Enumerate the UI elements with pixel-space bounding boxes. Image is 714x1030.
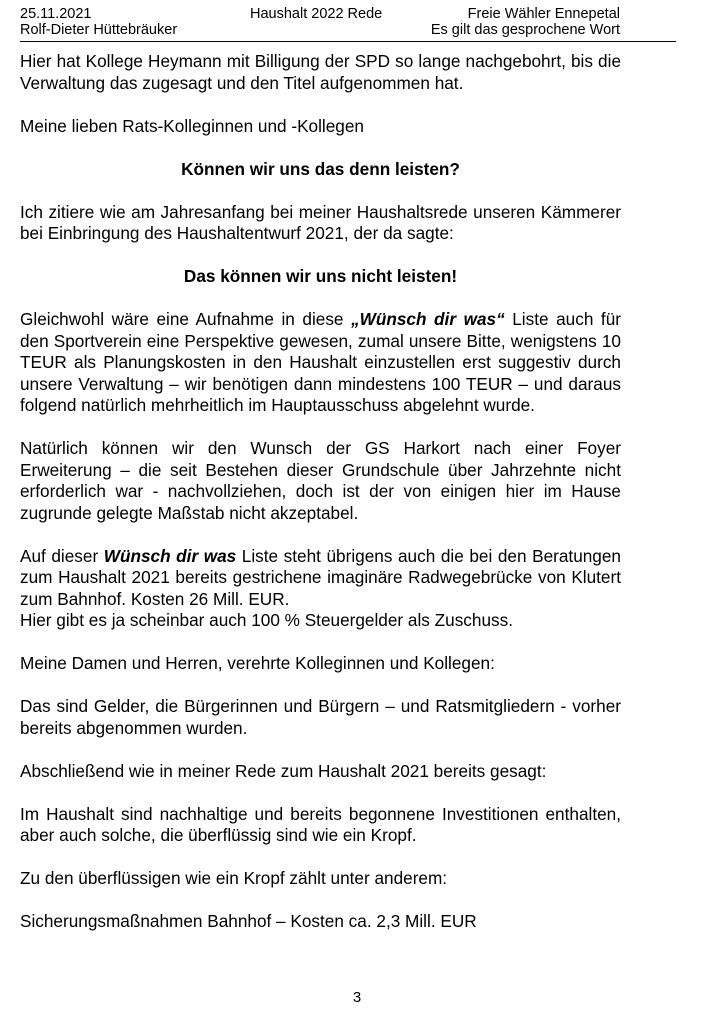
- paragraph: Abschließend wie in meiner Rede zum Haushalt 2021 bereits gesagt:: [20, 760, 547, 781]
- text-span: Gleichwohl wäre eine Aufnahme in diese: [20, 309, 352, 329]
- paragraph: Meine lieben Rats-Kolleginnen und -Kollegen: [20, 115, 364, 136]
- paragraph: Zu den überflüssigen wie ein Kropf zählt unter anderem:: [20, 868, 448, 888]
- header-author: Rolf-Dieter Hüttebräuker: [20, 22, 178, 38]
- header-note: Es gilt das gesprochene Wort: [430, 22, 620, 38]
- page-header: [20, 6, 676, 42]
- text-span: Hier gibt es ja scheinbar auch 100 % Steuergelder als Zuschuss.: [20, 610, 513, 630]
- paragraph: Meine Damen und Herren, verehrte Kolleginnen und Kollegen:: [20, 653, 495, 673]
- header-date: 25.11.2021: [20, 6, 92, 22]
- page-number: 3: [352, 989, 362, 1006]
- header-title: Haushalt 2022 Rede: [250, 6, 383, 22]
- header-rule: [20, 41, 676, 42]
- paragraph: [20, 309, 621, 417]
- emphasis: Wünsch dir was: [103, 545, 237, 566]
- paragraph: Im Haushalt sind nachhaltige und bereits begonnene Investitionen enthalten, aber auch solche, die überflüssig sind wie ein Kropf.: [20, 803, 621, 845]
- text-span: Liste auch für den Sportverein eine Perspektive gewesen, zumal unsere Bitte, wenigstens 10 TEUR als Planungskosten in den Haushalt einzustellen erst suggestiv durch unsere Verwaltung – wir benötigen dann mindestens 100 TEUR – und daraus folgend natürlich mehrheitlich im Hauptausschuss abgelehnt wurde.: [20, 309, 621, 415]
- emphasis: „Wünsch dir was“: [351, 309, 505, 329]
- paragraph: Hier hat Kollege Heymann mit Billigung der SPD so lange nachgebohrt, bis die Verwaltung das zugesagt und den Titel aufgenommen hat.: [20, 51, 621, 93]
- document-body: [20, 51, 621, 954]
- paragraph: [20, 546, 621, 632]
- heading: Das können wir uns nicht leisten!: [183, 266, 458, 286]
- paragraph: Ich zitiere wie am Jahresanfang bei meiner Haushaltsrede unseren Kämmerer bei Einbringung des Haushaltentwurf 2021, der da sagte:: [20, 201, 621, 243]
- heading: Können wir uns das denn leisten?: [181, 158, 460, 179]
- paragraph: Natürlich können wir den Wunsch der GS Harkort nach einer Foyer Erweiterung – die seit Bestehen dieser Grundschule über Jahrzehnte nicht erforderlich war - nachvollziehen, doch ist der von einigen hier im Hause zugrunde gelegte Maßstab nicht akzeptabel.: [20, 438, 621, 523]
- text-span: Liste steht übrigens auch die bei den Beratungen zum Haushalt 2021 bereits gestrichene imaginäre Radwegebrücke von Klutert zum Bahnhof. Kosten 26 Mill. EUR.: [20, 545, 621, 609]
- text-span: Auf dieser: [20, 545, 104, 566]
- paragraph: Das sind Gelder, die Bürgerinnen und Bürgern – und Ratsmitgliedern - vorher bereits abgenommen wurden.: [20, 696, 621, 738]
- header-party: Freie Wähler Ennepetal: [467, 6, 620, 22]
- paragraph: Sicherungsmaßnahmen Bahnhof – Kosten ca. 2,3 Mill. EUR: [20, 911, 477, 931]
